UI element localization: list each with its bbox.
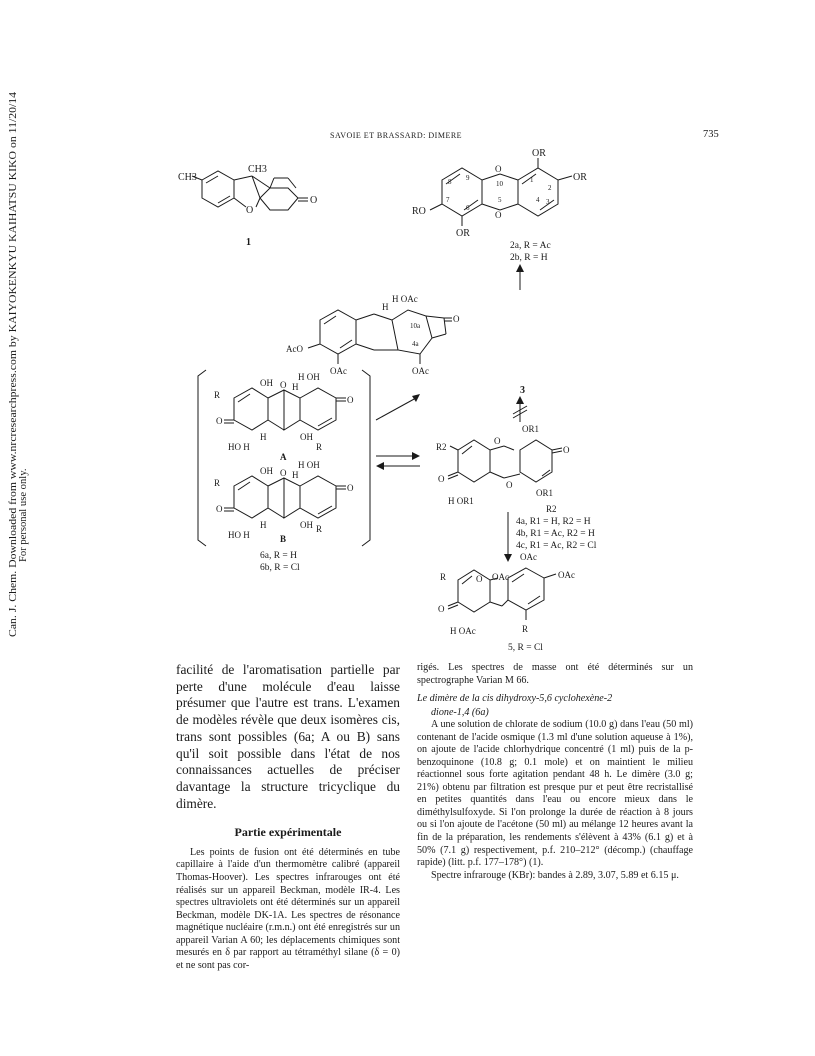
right-paragraph-1: rigés. Les spectres de masse ont été déterminés sur un spectrographe Varian M 66.: [417, 662, 693, 686]
compound-B-keto-o-left: O: [216, 504, 223, 514]
left-paragraph-1: facilité de l'aromatisation partielle par perte d'une molécule d'eau laisse présumer que l'autre est trans. L'examen de modèles révèle que deux isomères cis, trans sont possibles (6a; A ou B) sans qu'il soit possible dans l'état de nos connaissances actuelles de préciser davantage la structure tricyclique du dimère.: [176, 662, 400, 811]
compound-B-keto-o: O: [347, 483, 354, 493]
page-number: 735: [703, 129, 719, 140]
compound-4-keto-o-left: O: [438, 474, 445, 484]
right-paragraph-3: Spectre infrarouge (KBr): bandes à 2.89, 3.07, 5.89 et 6.15 μ.: [431, 869, 679, 881]
compound-3-number: 3: [520, 385, 525, 396]
compound-A-oh2: OH: [300, 432, 313, 442]
compound-1-number: 1: [246, 237, 251, 248]
compound-1-ch3-left: CH3: [178, 172, 197, 183]
section-title: Partie expérimentale: [234, 825, 342, 840]
download-notice-line2: For personal use only.: [18, 468, 29, 562]
compound-A-r2: R: [316, 442, 323, 452]
compound-4: [436, 424, 597, 551]
compound-B: [214, 460, 354, 544]
compound-4c-label: 4c, R1 = Ac, R2 = Cl: [516, 541, 597, 551]
compound-B-label: B: [280, 534, 287, 544]
compound-2-num10: 10: [496, 180, 503, 188]
right-column: [417, 662, 693, 882]
compound-A-oh1: OH: [260, 378, 273, 388]
arrow-4-to-5: [504, 512, 512, 562]
compound-B-h-oh: H OH: [298, 460, 320, 470]
download-notice: [4, 92, 29, 637]
compound-A-o1: O: [280, 380, 287, 390]
compound-3-aco: AcO: [286, 344, 303, 354]
compound-5-label: 5, R = Cl: [508, 643, 543, 653]
right-paragraph-2: A une solution de chlorate de sodium (10.0 g) dans l'eau (50 ml) contenant de l'acide osmique (1.3 ml d'une solution aqueuse à 1%), on ajoute de l'acide chlorhydrique concentré (1 ml) puis de la p-benzoquinone (10.8 g; 0.1 mole) et on maintient le milieu réactionnel sous forte agitation pendant 48 h. Le dimère (3.0 g; 21%) obtenu par filtration est presque pur et peut être recristallisé en petites quantités dans l'eau ou encore mieux dans le diméthylsulfoxyde. Si l'on prolonge la durée de réaction à 8 jours ou si l'on ajoute de l'acétone (50 ml) au mélange 12 heures avant la fin de la préparation, les rendements s'élèvent à 43% (6.1 g) et à 50% (7.1 g) respectivement, p.f. 210–212° (décomp.) (chauffage rapide) (litt. p.f. 177–178°) (1).: [417, 719, 693, 869]
compound-4-ring-o-bottom: O: [506, 480, 513, 490]
equilibrium-arrows-6-4: [376, 452, 420, 470]
compound-2-o5: O: [495, 210, 502, 220]
compound-5-keto-o: O: [438, 604, 445, 614]
compound-4-or1-bottom: OR1: [536, 488, 554, 498]
compound-2-num8: 8: [448, 178, 452, 186]
compound-1-keto-oxygen: O: [310, 195, 318, 206]
compound-A-ho-h: HO H: [228, 442, 250, 452]
compound-B-r: R: [214, 478, 221, 488]
compound-2-or-right: OR: [573, 172, 587, 183]
compound-B-oh2: OH: [300, 520, 313, 530]
compound-2-num5: 5: [498, 196, 502, 204]
compound-B-o1: O: [280, 468, 287, 478]
compound-2-num6: 6: [466, 204, 470, 212]
compound-2-num9: 9: [466, 174, 470, 182]
blocked-arrow-4-to-3: [513, 396, 527, 422]
compound-3-num10a: 10a: [410, 322, 421, 330]
compound-A-keto-o: O: [347, 395, 354, 405]
compound-A-r: R: [214, 390, 221, 400]
compound-4b-label: 4b, R1 = Ac, R2 = H: [516, 529, 595, 539]
compound-2-o10: O: [495, 164, 502, 174]
compound-5-r-bottom: R: [522, 624, 529, 634]
compound-B-ho-h: HO H: [228, 530, 250, 540]
compound-A-h2: H: [260, 432, 267, 442]
running-title: SAVOIE ET BRASSARD: DIMERE: [330, 131, 463, 140]
compound-4-h-or1: H OR1: [448, 496, 474, 506]
compound-5-r: R: [440, 572, 447, 582]
compound-2: [412, 148, 587, 263]
download-notice-line1: Can. J. Chem. Downloaded from www.nrcresearchpress.com by KAIYOKENKYU KAIHATSU KIKO on 11/20/14: [8, 145, 19, 637]
compound-A-keto-o-left: O: [216, 416, 223, 426]
compound-3: [286, 294, 525, 396]
compound-B-h2: H: [260, 520, 267, 530]
compound-4-r2-left: R2: [436, 442, 447, 452]
compound-1: [178, 164, 317, 248]
compound-4-r2-bottom: R2: [546, 504, 557, 514]
compound-3-oac-bottom: OAc: [330, 366, 347, 376]
compound-5-h-oac: H OAc: [450, 626, 476, 636]
compound-2-or-top: OR: [532, 148, 546, 159]
compound-A-h-oh: H OH: [298, 372, 320, 382]
compound-5-oac-top: OAc: [520, 552, 537, 562]
compound-3-h-oac: H OAc: [392, 294, 418, 304]
compound-4-or1-top: OR1: [522, 424, 540, 434]
compound-4a-label: 4a, R1 = H, R2 = H: [516, 517, 591, 527]
compound-4-ring-o-top: O: [494, 436, 501, 446]
compound-B-oh1: OH: [260, 466, 273, 476]
compound-3-keto-oxygen: O: [453, 314, 460, 324]
arrow-6-to-3: [376, 394, 420, 420]
compound-3-h: H: [382, 302, 389, 312]
compound-2-ro-left: RO: [412, 206, 426, 217]
compound-A: [214, 372, 354, 462]
compound-1-ring-oxygen: O: [246, 205, 254, 216]
subsection-title-line1: Le dimère de la cis dihydroxy-5,6 cyclohexène-2: [417, 693, 613, 705]
compound-4-keto-o: O: [563, 445, 570, 455]
compound-3-oac-mid: OAc: [412, 366, 429, 376]
compound-5-ring-o: O: [476, 574, 483, 584]
compound-6a-label: 6a, R = H: [260, 551, 298, 561]
compound-2b-label: 2b, R = H: [510, 253, 548, 263]
compound-A-label: A: [280, 452, 287, 462]
compound-2-num1: 1: [530, 176, 534, 184]
compound-2a-label: 2a, R = Ac: [510, 241, 551, 251]
compound-1-ch3-right: CH3: [248, 164, 267, 175]
compound-2-or-bottom: OR: [456, 228, 470, 239]
compound-2-num2: 2: [548, 184, 552, 192]
left-paragraph-2: Les points de fusion ont été déterminés en tube capillaire à l'aide d'un thermomètre calibré (appareil Thomas-Hoover). Les spectres infrarouges ont été réalisés sur un appareil Beckman, modèle IR-4. Les spectres ultraviolets ont été déterminés sur un appareil Beckman, modèle DK-1A. Les spectres de résonance magnétique nucléaire (r.m.n.) ont été enregistrés sur un appareil Varian A 60; les déplacements chimiques sont mesurés en δ par rapport au tétraméthyl silane (δ = 0) et ne sont pas cor-: [176, 846, 400, 971]
reaction-scheme-figure: [180, 150, 610, 660]
compound-3-num4a: 4a: [412, 340, 419, 348]
compound-2-num3: 3: [546, 198, 550, 206]
subsection-title-line2: dione-1,4 (6a): [431, 707, 489, 719]
compound-B-h1: H: [292, 470, 299, 480]
arrow-3-to-2: [516, 264, 524, 290]
compound-5-oac2: OAc: [558, 570, 575, 580]
compound-5: [438, 552, 575, 653]
compound-6b-label: 6b, R = Cl: [260, 563, 300, 573]
compound-2-num4: 4: [536, 196, 540, 204]
compound-B-r2: R: [316, 524, 323, 534]
left-column: [176, 662, 400, 972]
compound-A-h1: H: [292, 382, 299, 392]
compound-5-oac1: OAc: [492, 572, 509, 582]
compound-2-num7: 7: [446, 196, 450, 204]
